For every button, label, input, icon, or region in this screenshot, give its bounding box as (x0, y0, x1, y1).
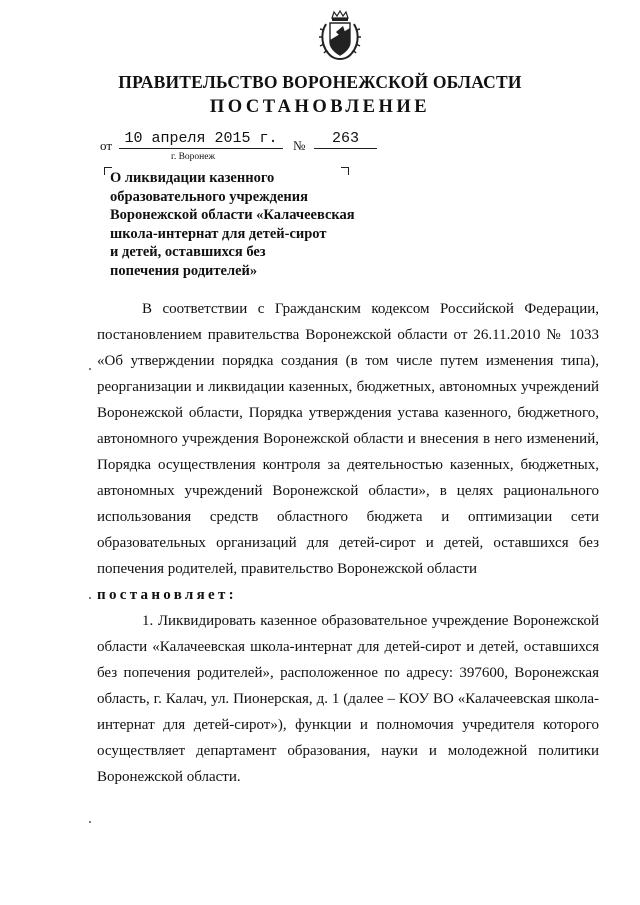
date-number-line (100, 130, 400, 166)
scan-dot (89, 597, 91, 599)
subject-line: О ликвидации казенного (110, 170, 275, 186)
document-body (97, 296, 599, 790)
document-type: ПОСТАНОВЛЕНИЕ (209, 97, 431, 117)
clause-1-paragraph: 1. Ликвидировать казенное образовательное учреждение Воронежской области «Калачеевская школа-интернат для детей-сирот и детей, оставшихся без попечения родителей», расположенное по адресу: 397600, Воронежская область, г. Калач, ул. Пионерская, д. 1 (далее – КОУ ВО «Калачеевская школа-интернат для детей-сирот»), функции и полномочия учредителя которого осуществляет департамент образования, науки и молодежной политики Воронежской области. (97, 613, 599, 785)
subject-line: школа-интернат для детей-сирот (110, 225, 327, 242)
number-sign: № (293, 138, 306, 153)
subject-line: попечения родителей» (110, 262, 258, 279)
coat-of-arms-icon (318, 10, 362, 62)
issue-city: г. Воронеж (171, 152, 216, 162)
scan-dot (89, 821, 91, 823)
document-number: 263 (314, 130, 377, 149)
subject-line: Воронежской области «Калачеевская (110, 207, 355, 223)
subject-line: и детей, оставшихся без (110, 244, 266, 260)
document-subject (110, 169, 370, 280)
subject-line: образовательного учреждения (110, 188, 308, 205)
date-prefix: от (100, 138, 113, 153)
scan-dot (89, 368, 91, 370)
preamble-paragraph: В соответствии с Гражданским кодексом Российской Федерации, постановлением правительства Воронежской области от 26.11.2010 № 1033 «Об утверждении порядка создания (в том числе путем изменения типа), реорганизации и ликвидации казенных, бюджетных, автономных учреждений Воронежской области, Порядка утверждения устава казенного, бюджетного, автономного учреждения Воронежской области и внесения в него изменений, Порядка осуществления контроля за деятельностью казенных, бюджетных, автономных учреждений Воронежской области», в целях рационального использования средств областного бюджета и оптимизации сети образовательных организаций для детей-сирот и детей, оставшихся без попечения родителей, правительство Воронежской области (97, 301, 599, 577)
document-date: 10 апреля 2015 г. (119, 130, 283, 149)
resolves-heading: постановляет: (97, 587, 237, 603)
government-title: ПРАВИТЕЛЬСТВО ВОРОНЕЖСКОЙ ОБЛАСТИ (118, 72, 522, 92)
